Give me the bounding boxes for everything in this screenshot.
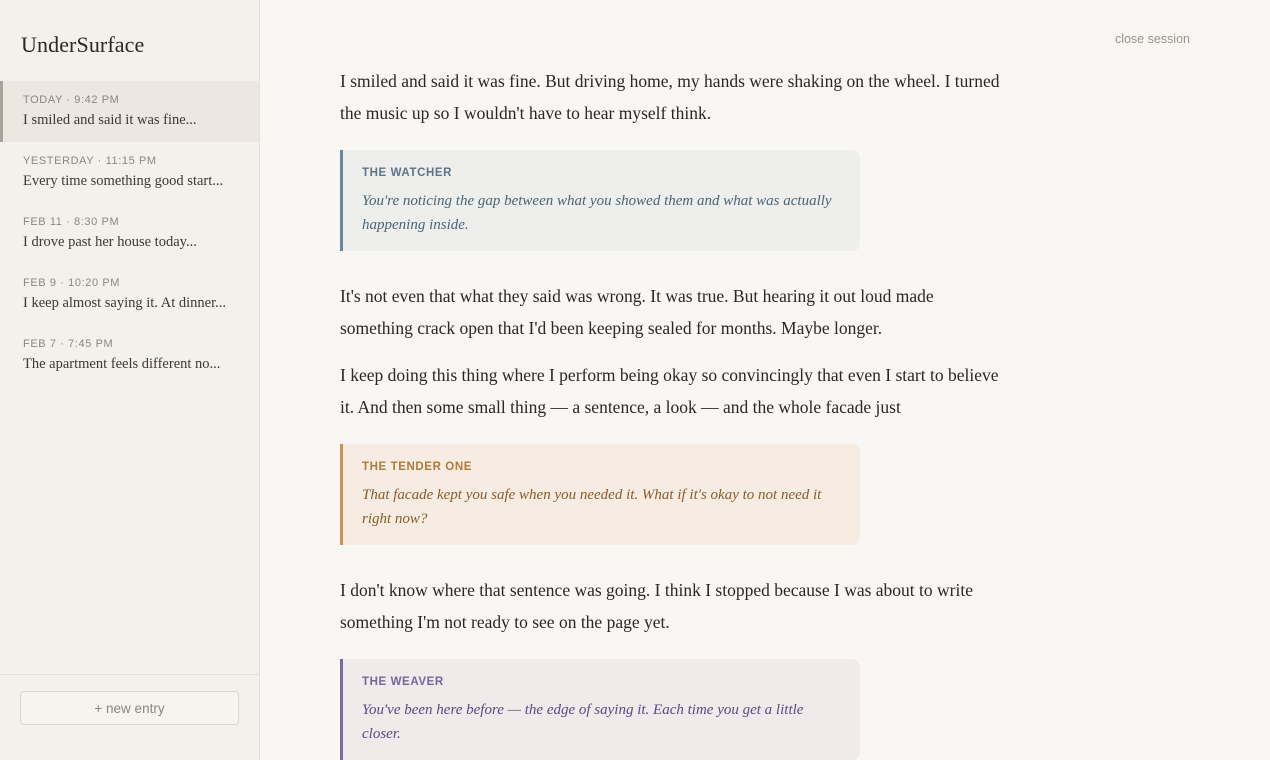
entry-date: FEB 9 · 10:20 PM [23,277,121,289]
entry-item-today[interactable] [0,81,259,142]
sidebar-footer [0,674,259,760]
entry-item-yesterday[interactable] [0,142,259,203]
entry-preview: I smiled and said it was fine... [23,112,197,128]
app-title: UnderSurface [21,32,145,57]
journal-content [340,65,1000,760]
journal-paragraph: I smiled and said it was fine. But driving home, my hands were shaking on the wheel. I turned the music up so I wouldn't have to hear myself think. [340,71,1000,123]
close-session-link[interactable]: close session [1114,32,1190,46]
journal-paragraph: It's not even that what they said was wrong. It was true. But hearing it out loud made something crack open that I'd been keeping sealed for months. Maybe longer. [340,286,934,338]
voice-text: You've been here before — the edge of saying it. Each time you get a little closer. [362,702,804,742]
entry-date: TODAY · 9:42 PM [23,94,120,106]
journal-paragraph: I don't know where that sentence was going. I think I stopped because I was about to write something I'm not ready to see on the page yet. [340,580,973,632]
entry-preview: I keep almost saying it. At dinner... [23,295,226,311]
voice-text: That facade kept you safe when you needed it. What if it's okay to not need it right now? [362,487,822,527]
entry-preview: I drove past her house today... [23,234,197,250]
entry-date: FEB 11 · 8:30 PM [23,216,120,228]
voice-text: You're noticing the gap between what you showed them and what was actually happening inside. [362,193,832,233]
sidebar [0,0,260,760]
voice-card-watcher [340,150,860,251]
journal-paragraph: I keep doing this thing where I perform being okay so convincingly that even I start to believe it. And then some small thing — a sentence, a look — and the whole facade just [340,365,999,417]
voice-card-tender [340,444,860,545]
entry-preview: Every time something good start... [23,173,224,189]
new-entry-button[interactable]: + new entry [20,691,239,725]
voice-name: THE WATCHER [362,167,453,179]
voice-card-weaver [340,659,860,760]
entry-date: FEB 7 · 7:45 PM [23,338,114,350]
voice-name: THE WEAVER [362,676,444,688]
entry-item-feb-11[interactable] [0,203,259,264]
voice-name: THE TENDER ONE [362,461,472,473]
journal-main [260,0,1270,760]
entry-date: YESTERDAY · 11:15 PM [23,155,157,167]
entry-item-feb-7[interactable] [0,325,259,386]
entry-list [0,81,259,674]
entry-preview: The apartment feels different no... [23,356,221,372]
entry-item-feb-9[interactable] [0,264,259,325]
